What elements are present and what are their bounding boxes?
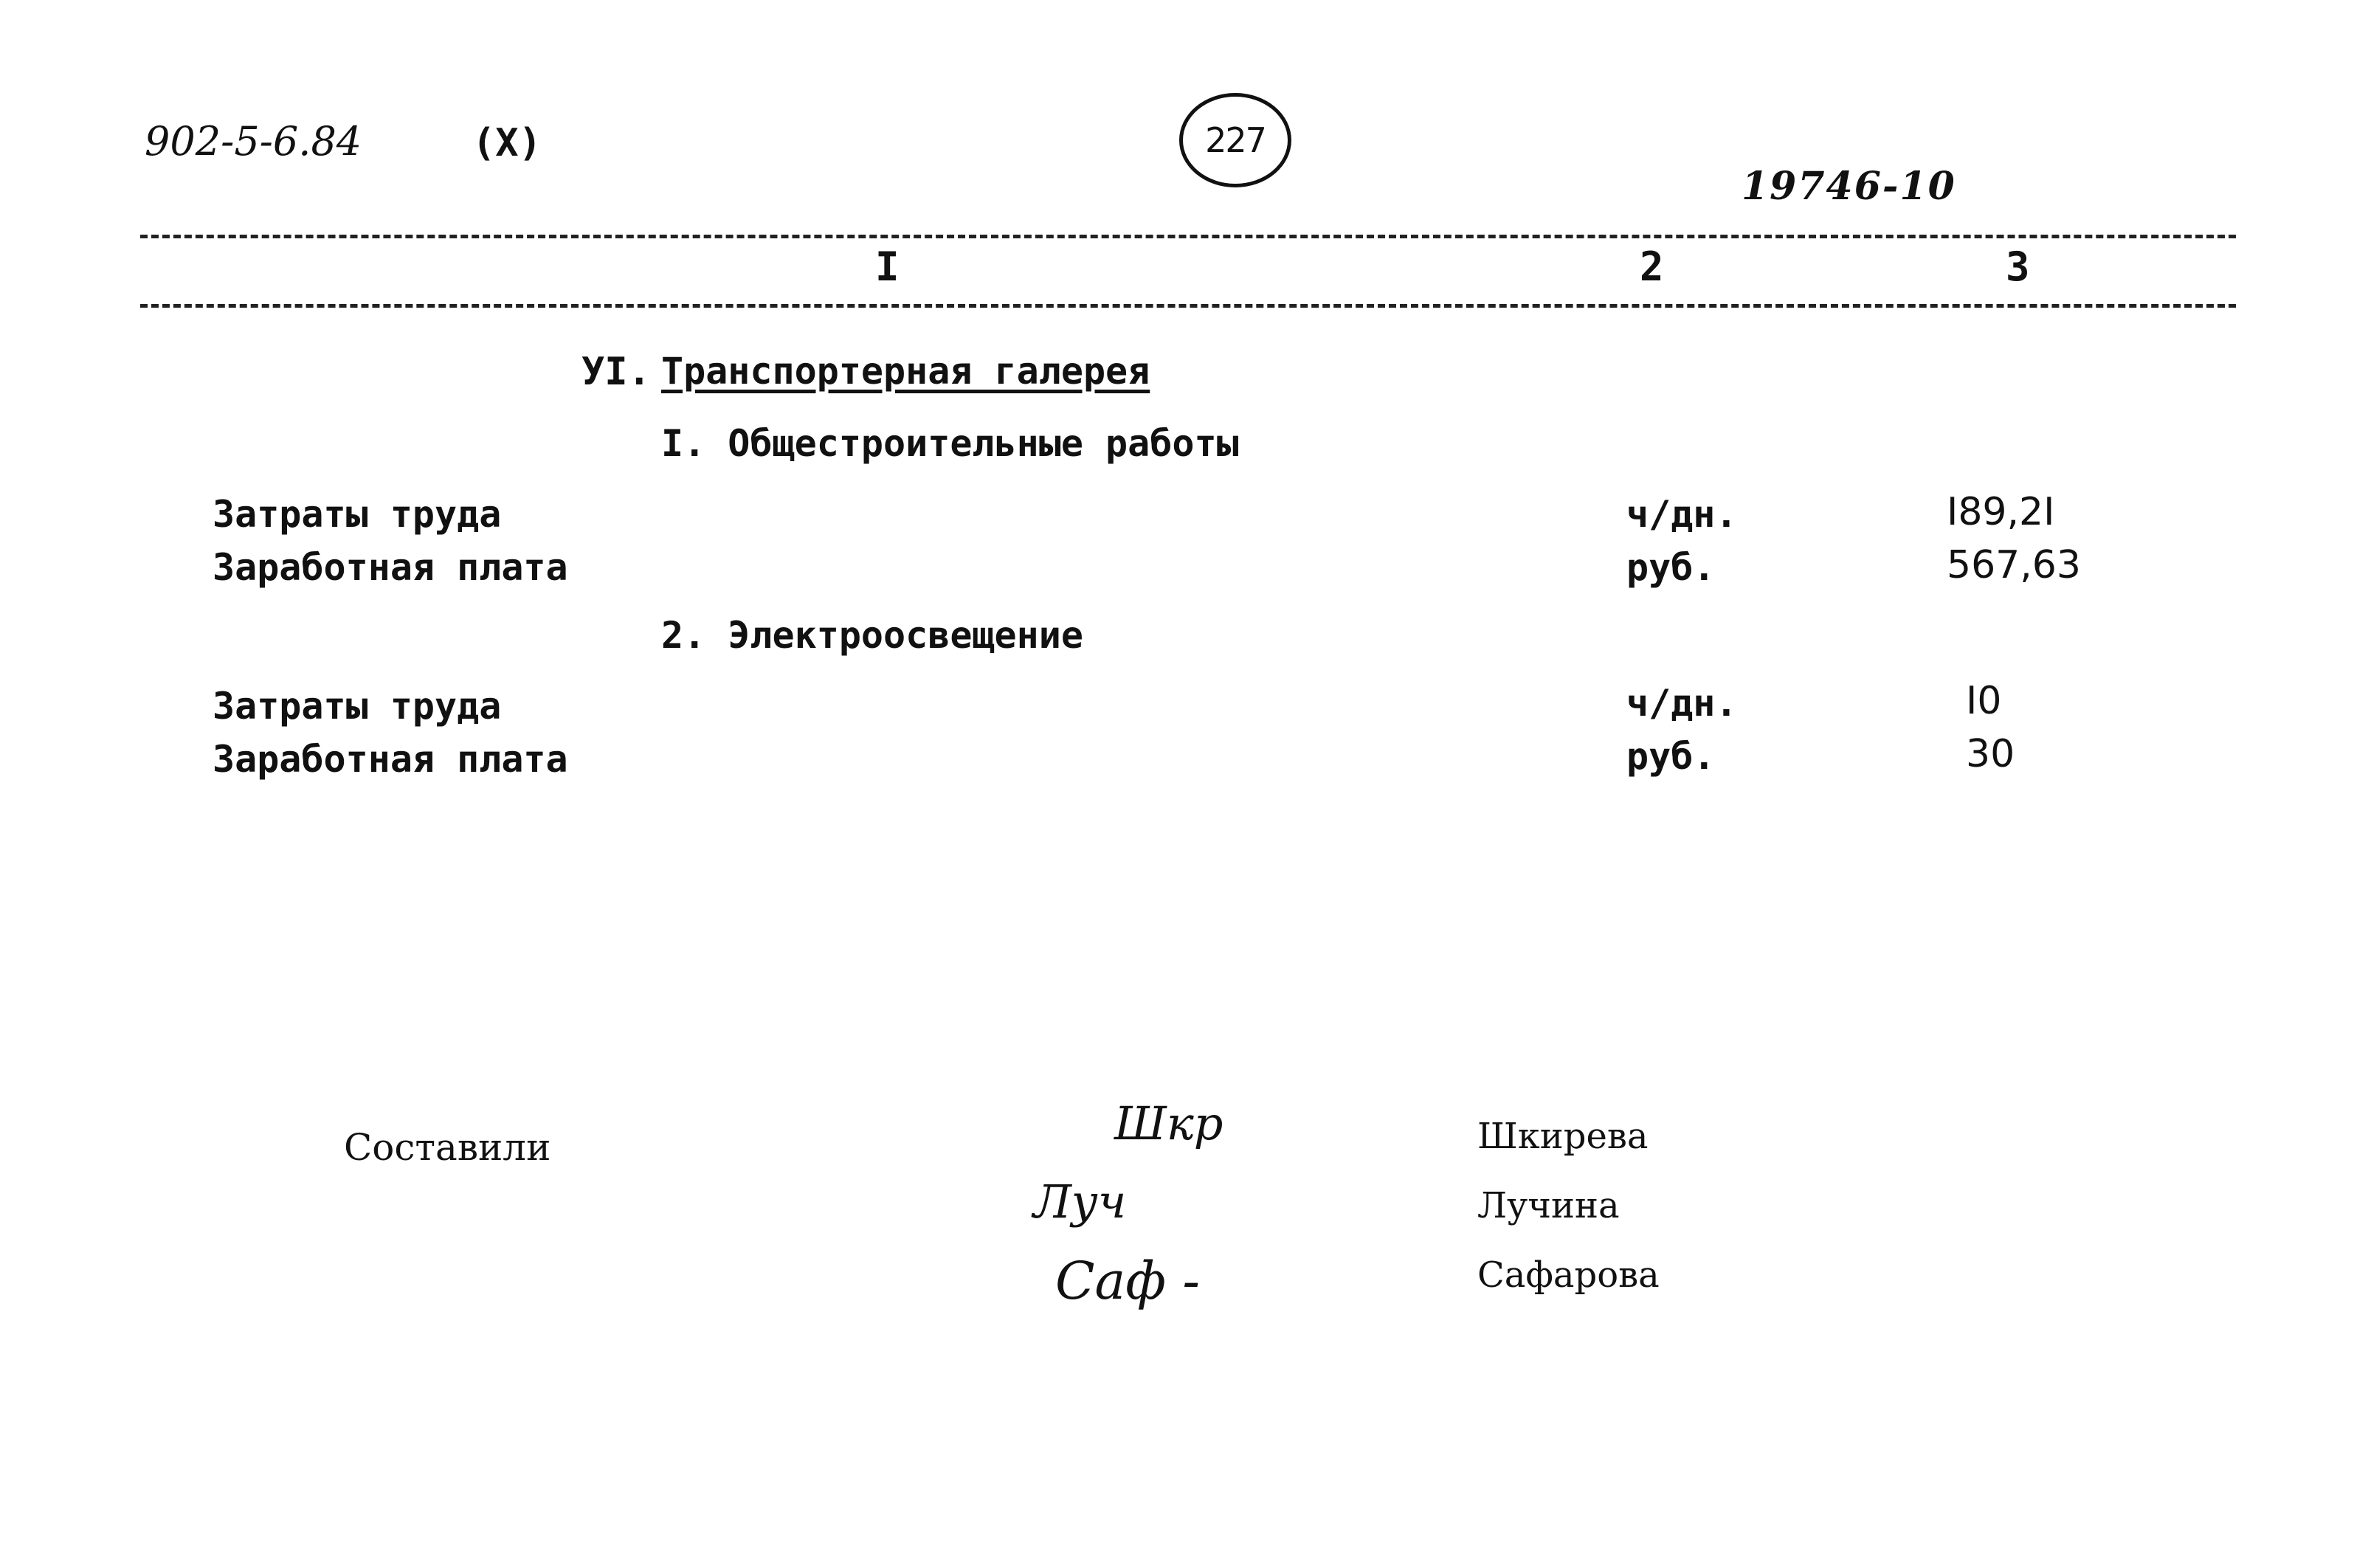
row-label: Заработная плата: [213, 738, 568, 781]
column-1-header: I: [875, 244, 900, 290]
row-unit: ч/дн.: [1626, 493, 1738, 536]
document-code: 902-5-6.84: [145, 118, 362, 165]
header-rule-top: [140, 235, 2236, 238]
row-unit: руб.: [1626, 546, 1716, 589]
row-value: 567,63: [1947, 543, 2081, 587]
row-label: Заработная плата: [213, 546, 568, 589]
signature-1: Шкр: [1114, 1096, 1223, 1150]
page-number: 227: [1205, 120, 1266, 160]
compiler-name: Шкирева: [1477, 1116, 1649, 1157]
column-2-header: 2: [1640, 244, 1664, 290]
section-title: Транспортерная галерея: [661, 350, 1150, 393]
document-variant: (X): [472, 121, 542, 165]
section-number: УI.: [581, 350, 651, 394]
signature-3: Саф -: [1055, 1251, 1200, 1311]
page-number-stamp: [1179, 93, 1291, 187]
row-value: I89,2I: [1947, 490, 2055, 534]
signature-2: Луч: [1033, 1175, 1127, 1229]
compiler-name: Сафарова: [1477, 1254, 1660, 1296]
row-value: 30: [1966, 732, 2015, 776]
subsection-title: 2. Электроосвещение: [661, 614, 1083, 657]
row-value: I0: [1966, 679, 2002, 723]
compiled-by-label: Составили: [344, 1126, 551, 1169]
row-label: Затраты труда: [213, 493, 502, 536]
inventory-number: 19746-10: [1742, 164, 1956, 209]
compiler-name: Лучина: [1477, 1185, 1620, 1226]
handwritten-signatures: [1026, 1092, 1277, 1358]
subsection-title: I. Общестроительные работы: [661, 422, 1239, 465]
header-rule-bottom: [140, 304, 2236, 308]
row-unit: ч/дн.: [1626, 682, 1738, 725]
row-unit: руб.: [1626, 735, 1716, 778]
column-3-header: 3: [2006, 244, 2030, 290]
row-label: Затраты труда: [213, 685, 502, 728]
